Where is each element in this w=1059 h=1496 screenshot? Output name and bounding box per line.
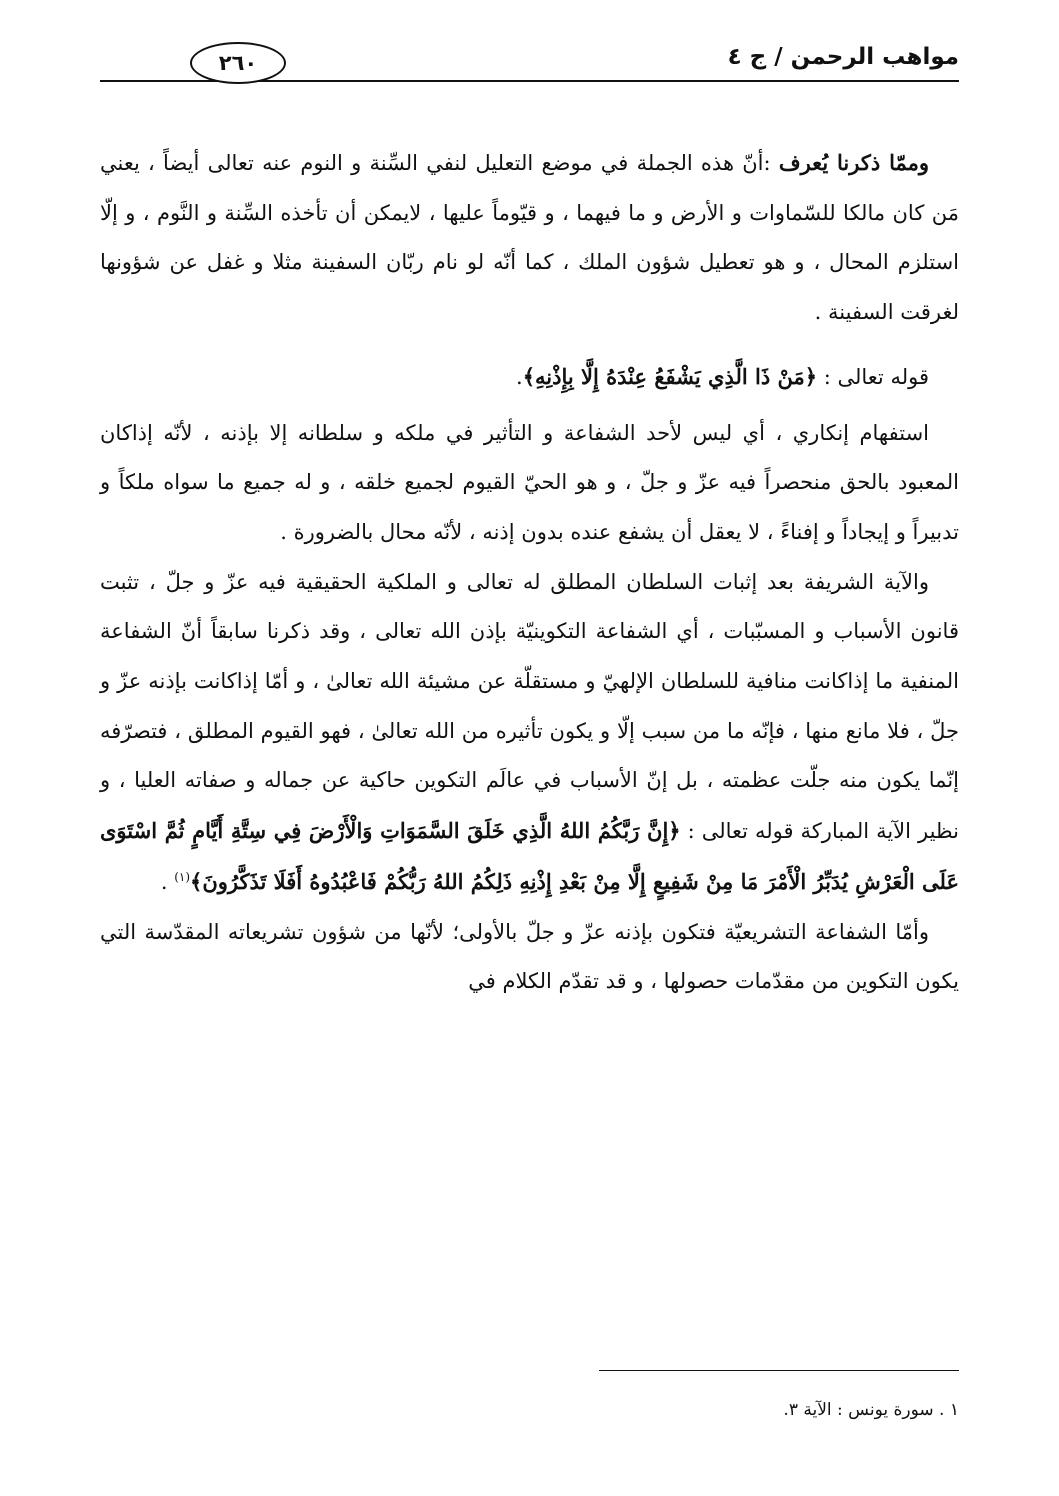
verse-heading-quote: ﴿مَنْ ذَا الَّذِي يَشْفَعُ عِنْدَهُ إِلَّا بِإِذْنِهِ﴾ [522,363,818,389]
paragraph-3-text: استفهام إنكاري ، أي ليس لأحد الشفاعة و التأثير في ملكه و سلطانه إلا بإذنه ، لأنّه إذاكان المعبود بالحق منحصراً فيه عزّ و جلّ ، و هو الحيّ القيوم لجميع خلقه ، و له جميع ما سواه ملكاً و تدبيراً و إيجاداً و إفناءً ، لا يعقل أن يشفع عنده بدون إذنه ، لأنّه محال بالضرورة . [100,420,959,544]
verse-heading-lead: قوله تعالى : [817,364,929,389]
paragraph-3 [100,409,959,558]
book-title: مواهب الرحمن / ج ٤ [727,44,959,70]
paragraph-4-quote: ﴿إِنَّ رَبَّكُمُ اللهُ الَّذِي خَلَقَ السَّمَوَاتِ وَالْأَرْضَ فِي سِتَّةِ أَيَّامٍ ثُمَّ اسْتَوَى عَلَى الْعَرْشِ يُدَبِّرُ الْأَمْرَ مَا مِنْ شَفِيعٍ إِلَّا مِنْ بَعْدِ إِذْنِهِ ذَلِكُمُ اللهُ رَبُّكُمْ فَاعْبُدُوهُ أَفَلَا تَذَكَّرُونَ﴾ [100,818,959,894]
paragraph-4 [100,558,959,908]
footnote-1: ١ . سورة يونس : الآية ٣. [783,1400,959,1420]
paragraph-5 [100,908,959,1007]
paragraph-1 [100,138,959,338]
paragraph-1-lead: وممّا ذكرنا يُعرف [778,150,929,175]
footnote-marker[interactable]: (١) [174,869,191,884]
verse-heading-end: . [516,364,523,389]
page-number: ٢٦٠ [190,42,286,84]
paragraph-1-text: :أنّ هذه الجملة في موضع التعليل لنفي السِّنة و النوم عنه تعالى أيضاً ، يعني مَن كان مالكا للسّماوات و الأرض و ما فيهما ، و قيّوماً عليها ، لايمكن أن تأخذه السِّنة و النَّوم ، و إلّا استلزم المحال ، و هو تعطيل شؤون الملك ، كما أنّه لو نام ربّان السفينة مثلا و غفل عن شؤونها لغرقت السفينة . [100,151,959,325]
running-header [100,40,959,90]
paragraph-4-end: . [160,869,175,894]
body-text [100,138,959,1007]
verse-heading [100,352,959,403]
footnote-rule [599,1370,959,1371]
paragraph-4-text: والآية الشريفة بعد إثبات السلطان المطلق له تعالى و الملكية الحقيقية فيه عزّ و جلّ ، تثبت قانون الأسباب و المسبّبات ، أي الشفاعة التكوينيّة بإذن الله تعالى ، وقد ذكرنا سابقاً أنّ الشفاعة المنفية ما إذاكانت منافية للسلطان الإلهيّ و مستقلّة عن مشيئة الله تعالىٰ ، و أمّا إذاكانت بإذنه عزّ و جلّ ، فلا مانع منها ، فإنّه ما من سبب إلّا و يكون تأثيره من الله تعالىٰ ، فهو القيوم المطلق ، فتصرّفه إنّما يكون منه جلّت عظمته ، بل إنّ الأسباب في عالَم التكوين حاكية عن جماله و صفاته العليا ، و نظير الآية المباركة قوله تعالى : [100,569,959,844]
paragraph-5-text: وأمّا الشفاعة التشريعيّة فتكون بإذنه عزّ و جلّ بالأولى؛ لأنّها من شؤون تشريعاته المقدّسة التي يكون التكوين من مقدّمات حصولها ، و قد تقدّم الكلام في [100,919,959,994]
